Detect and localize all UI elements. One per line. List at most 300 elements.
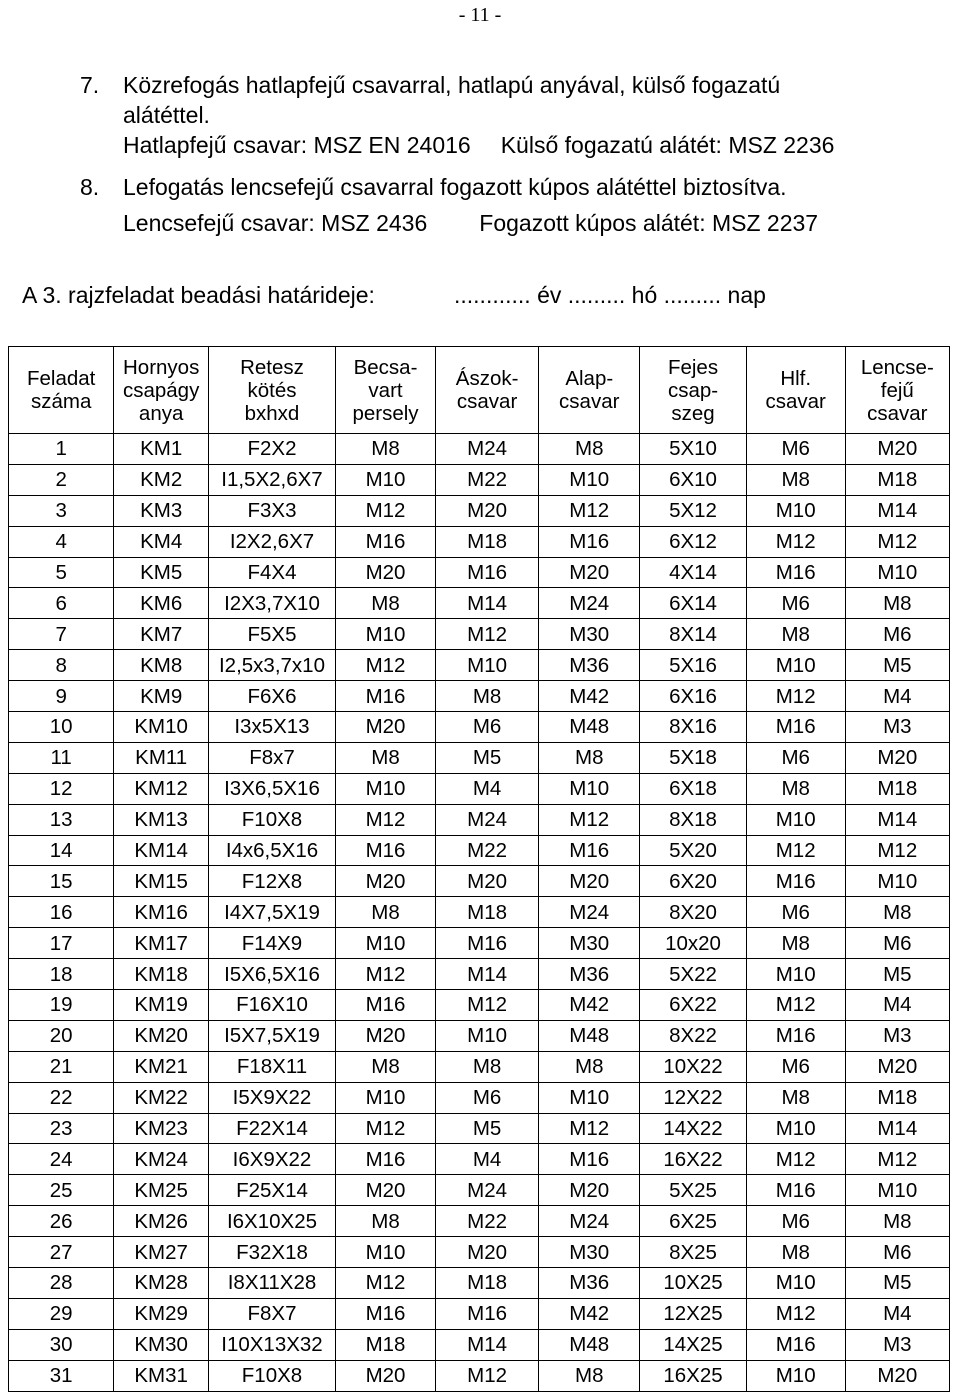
table-row: [9, 1329, 950, 1360]
table-row: [9, 681, 950, 712]
table-cell: 13: [9, 804, 114, 835]
table-cell: 10: [9, 712, 114, 743]
table-cell: M8: [436, 681, 539, 712]
table-cell: M16: [539, 835, 640, 866]
table-cell: 20: [9, 1020, 114, 1051]
table-cell: KM19: [114, 990, 209, 1021]
table-cell: M6: [845, 619, 949, 650]
table-cell: M16: [746, 712, 845, 743]
table-cell: M16: [336, 1298, 436, 1329]
table-cell: I4x6,5X16: [208, 835, 335, 866]
table-cell: F18X11: [208, 1051, 335, 1082]
table-cell: 12: [9, 773, 114, 804]
table-cell: M14: [845, 495, 949, 526]
table-cell: M10: [336, 464, 436, 495]
table-cell: 21: [9, 1051, 114, 1082]
table-cell: M14: [436, 1329, 539, 1360]
table-cell: M3: [845, 1020, 949, 1051]
table-cell: M20: [436, 495, 539, 526]
table-cell: M12: [539, 804, 640, 835]
table-row: [9, 1020, 950, 1051]
table-cell: M20: [539, 866, 640, 897]
table-cell: M5: [845, 650, 949, 681]
table-cell: M36: [539, 1268, 640, 1299]
table-row: [9, 835, 950, 866]
table-cell: M12: [539, 495, 640, 526]
table-row: [9, 526, 950, 557]
table-cell: M10: [746, 959, 845, 990]
column-header: Hornyos csapágy anya: [114, 347, 209, 434]
table-cell: KM10: [114, 712, 209, 743]
standard-b: Fogazott kúpos alátét: MSZ 2237: [479, 210, 819, 236]
table-cell: M10: [845, 866, 949, 897]
column-header: Ászok- csavar: [436, 347, 539, 434]
table-cell: M24: [436, 434, 539, 465]
table-cell: KM24: [114, 1144, 209, 1175]
table-cell: M12: [539, 1113, 640, 1144]
table-cell: M30: [539, 1237, 640, 1268]
table-cell: 8X14: [640, 619, 746, 650]
table-cell: I4X7,5X19: [208, 897, 335, 928]
table-cell: M8: [336, 1206, 436, 1237]
table-cell: 4X14: [640, 557, 746, 588]
column-header: Lencse- fejű csavar: [845, 347, 949, 434]
table-cell: M24: [436, 1175, 539, 1206]
table-cell: 8X16: [640, 712, 746, 743]
table-cell: M6: [436, 1082, 539, 1113]
table-cell: M3: [845, 712, 949, 743]
table-cell: M5: [436, 1113, 539, 1144]
table-cell: M22: [436, 835, 539, 866]
table-cell: M48: [539, 1020, 640, 1051]
table-cell: M24: [436, 804, 539, 835]
table-cell: M10: [746, 1268, 845, 1299]
table-cell: KM2: [114, 464, 209, 495]
table-cell: M4: [436, 773, 539, 804]
table-row: [9, 650, 950, 681]
table-cell: M18: [845, 464, 949, 495]
table-cell: M48: [539, 1329, 640, 1360]
list-item-8: [80, 172, 943, 238]
table-row: [9, 773, 950, 804]
table-cell: M18: [436, 897, 539, 928]
table-cell: 16X22: [640, 1144, 746, 1175]
table-cell: 16: [9, 897, 114, 928]
table-cell: 3: [9, 495, 114, 526]
deadline-line: [22, 282, 766, 309]
table-cell: 28: [9, 1268, 114, 1299]
table-cell: KM23: [114, 1113, 209, 1144]
table-row: [9, 1082, 950, 1113]
table-cell: KM9: [114, 681, 209, 712]
table-cell: 7: [9, 619, 114, 650]
table-row: [9, 1175, 950, 1206]
table-cell: M10: [746, 804, 845, 835]
table-cell: M10: [539, 773, 640, 804]
table-cell: M8: [746, 1082, 845, 1113]
table-cell: F25X14: [208, 1175, 335, 1206]
table-cell: F8X7: [208, 1298, 335, 1329]
table-row: [9, 619, 950, 650]
table-cell: KM7: [114, 619, 209, 650]
table-cell: I3X6,5X16: [208, 773, 335, 804]
table-cell: I8X11X28: [208, 1268, 335, 1299]
table-cell: M20: [336, 712, 436, 743]
table-cell: M8: [336, 1051, 436, 1082]
table-cell: KM29: [114, 1298, 209, 1329]
table-cell: KM15: [114, 866, 209, 897]
table-cell: M12: [336, 1268, 436, 1299]
table-cell: M24: [539, 588, 640, 619]
table-cell: M10: [746, 1113, 845, 1144]
table-cell: M8: [336, 434, 436, 465]
table-cell: I3x5X13: [208, 712, 335, 743]
column-header: Fejes csap- szeg: [640, 347, 746, 434]
standard-a: Hatlapfejű csavar: MSZ EN 24016: [123, 132, 471, 158]
table-cell: M36: [539, 650, 640, 681]
table-cell: I5X6,5X16: [208, 959, 335, 990]
table-cell: M12: [845, 526, 949, 557]
item-number: 7.: [80, 72, 100, 98]
table-cell: KM14: [114, 835, 209, 866]
table-cell: 5X22: [640, 959, 746, 990]
table-cell: M12: [336, 495, 436, 526]
table-row: [9, 588, 950, 619]
table-cell: 6X12: [640, 526, 746, 557]
table-cell: M6: [746, 1206, 845, 1237]
table-row: [9, 1268, 950, 1299]
table-cell: KM31: [114, 1360, 209, 1391]
table-cell: F16X10: [208, 990, 335, 1021]
column-header: Feladat száma: [9, 347, 114, 434]
standards-line: [123, 208, 943, 238]
table-cell: M42: [539, 990, 640, 1021]
table-cell: M4: [436, 1144, 539, 1175]
page-number: - 11 -: [458, 4, 502, 26]
table-header-row: [9, 347, 950, 434]
table-cell: KM26: [114, 1206, 209, 1237]
table-cell: KM16: [114, 897, 209, 928]
table-cell: M18: [336, 1329, 436, 1360]
table-cell: M18: [436, 526, 539, 557]
table-cell: KM21: [114, 1051, 209, 1082]
table-cell: M8: [845, 588, 949, 619]
table-cell: KM27: [114, 1237, 209, 1268]
table-cell: M20: [845, 1051, 949, 1082]
deadline-label: A 3. rajzfeladat beadási határideje:: [22, 282, 375, 308]
column-header: Becsa- vart persely: [336, 347, 436, 434]
table-cell: F8x7: [208, 742, 335, 773]
table-cell: M48: [539, 712, 640, 743]
table-cell: M12: [336, 959, 436, 990]
table-cell: 6X14: [640, 588, 746, 619]
table-cell: M10: [436, 650, 539, 681]
table-cell: M4: [845, 990, 949, 1021]
table-cell: I10X13X32: [208, 1329, 335, 1360]
table-cell: M12: [746, 681, 845, 712]
table-cell: 17: [9, 928, 114, 959]
table-cell: M12: [336, 1113, 436, 1144]
table-cell: M16: [746, 557, 845, 588]
table-cell: M6: [746, 588, 845, 619]
table-cell: M8: [746, 619, 845, 650]
table-cell: M6: [845, 1237, 949, 1268]
table-cell: 27: [9, 1237, 114, 1268]
table-row: [9, 959, 950, 990]
table-cell: KM1: [114, 434, 209, 465]
table-cell: M8: [746, 464, 845, 495]
table-cell: 2: [9, 464, 114, 495]
table-body: [9, 434, 950, 1392]
standard-a: Lencsefejű csavar: MSZ 2436: [123, 210, 428, 236]
table-cell: I5X7,5X19: [208, 1020, 335, 1051]
table-cell: 6X18: [640, 773, 746, 804]
table-cell: 8X20: [640, 897, 746, 928]
table-cell: 25: [9, 1175, 114, 1206]
table-cell: 6X22: [640, 990, 746, 1021]
task-table: [8, 346, 950, 1392]
table-cell: I6X10X25: [208, 1206, 335, 1237]
standards-line: [123, 130, 943, 160]
table-cell: M16: [336, 526, 436, 557]
table-row: [9, 928, 950, 959]
table-row: [9, 1113, 950, 1144]
table-cell: M10: [436, 1020, 539, 1051]
table-cell: M16: [436, 1298, 539, 1329]
table-cell: 4: [9, 526, 114, 557]
table-cell: KM25: [114, 1175, 209, 1206]
table-cell: 14X25: [640, 1329, 746, 1360]
table-row: [9, 804, 950, 835]
table-cell: 8: [9, 650, 114, 681]
table-cell: 12X25: [640, 1298, 746, 1329]
table-cell: M24: [539, 897, 640, 928]
table-cell: M4: [845, 681, 949, 712]
table-cell: M6: [746, 897, 845, 928]
table-cell: M18: [845, 773, 949, 804]
table-cell: M12: [436, 619, 539, 650]
table-cell: M30: [539, 619, 640, 650]
table-row: [9, 1360, 950, 1391]
table-cell: F5X5: [208, 619, 335, 650]
deadline-value: ............ év ......... hó ......... nap: [454, 282, 766, 308]
table-cell: I2X3,7X10: [208, 588, 335, 619]
table-cell: M10: [336, 619, 436, 650]
table-cell: 10X25: [640, 1268, 746, 1299]
table-cell: M4: [845, 1298, 949, 1329]
table-cell: M20: [336, 866, 436, 897]
table-cell: M10: [336, 1082, 436, 1113]
table-cell: 29: [9, 1298, 114, 1329]
table-cell: M6: [845, 928, 949, 959]
table-cell: KM28: [114, 1268, 209, 1299]
table-cell: F12X8: [208, 866, 335, 897]
item-text: [123, 70, 943, 160]
table-cell: 15: [9, 866, 114, 897]
table-cell: F10X8: [208, 1360, 335, 1391]
table-cell: M20: [436, 1237, 539, 1268]
table-cell: F3X3: [208, 495, 335, 526]
table-cell: I2X2,6X7: [208, 526, 335, 557]
table-cell: 8X18: [640, 804, 746, 835]
table-cell: KM17: [114, 928, 209, 959]
table-cell: M8: [336, 588, 436, 619]
table-cell: 16X25: [640, 1360, 746, 1391]
table-cell: M12: [746, 526, 845, 557]
table-cell: M10: [746, 650, 845, 681]
table-cell: M20: [436, 866, 539, 897]
table-cell: 14X22: [640, 1113, 746, 1144]
table-cell: 9: [9, 681, 114, 712]
table-cell: M20: [336, 557, 436, 588]
table-cell: M18: [845, 1082, 949, 1113]
list-item-7: [80, 70, 943, 160]
table-cell: 6X20: [640, 866, 746, 897]
table-cell: M12: [436, 1360, 539, 1391]
column-header: Retesz kötés bxhxd: [208, 347, 335, 434]
table-cell: 8X22: [640, 1020, 746, 1051]
table-cell: 5: [9, 557, 114, 588]
table-cell: M20: [845, 434, 949, 465]
table-cell: M5: [845, 1268, 949, 1299]
table-cell: M16: [336, 681, 436, 712]
table-cell: M14: [436, 588, 539, 619]
table-cell: M16: [746, 1175, 845, 1206]
table-cell: M36: [539, 959, 640, 990]
table-row: [9, 464, 950, 495]
table-row: [9, 712, 950, 743]
table-cell: M14: [436, 959, 539, 990]
table-cell: M6: [746, 742, 845, 773]
table-cell: F4X4: [208, 557, 335, 588]
table-cell: M12: [746, 1144, 845, 1175]
table-cell: M5: [436, 742, 539, 773]
table-cell: F2X2: [208, 434, 335, 465]
column-header: Alap- csavar: [539, 347, 640, 434]
table-cell: F22X14: [208, 1113, 335, 1144]
table-cell: F10X8: [208, 804, 335, 835]
table-cell: M8: [539, 1051, 640, 1082]
table-cell: M14: [845, 804, 949, 835]
table-cell: M8: [539, 742, 640, 773]
table-cell: KM18: [114, 959, 209, 990]
table-cell: 5X25: [640, 1175, 746, 1206]
table-cell: M16: [539, 1144, 640, 1175]
table-cell: 23: [9, 1113, 114, 1144]
table-row: [9, 557, 950, 588]
table-cell: KM12: [114, 773, 209, 804]
table-row: [9, 1144, 950, 1175]
table-cell: M12: [336, 650, 436, 681]
table-cell: KM13: [114, 804, 209, 835]
table-cell: M6: [746, 1051, 845, 1082]
table-cell: 6X16: [640, 681, 746, 712]
table-cell: M16: [336, 1144, 436, 1175]
table-cell: KM5: [114, 557, 209, 588]
table-row: [9, 866, 950, 897]
table-cell: KM6: [114, 588, 209, 619]
table-cell: M20: [845, 1360, 949, 1391]
table-cell: M10: [539, 464, 640, 495]
table-cell: M10: [336, 773, 436, 804]
table-cell: M12: [336, 804, 436, 835]
item-text-line: alátéttel.: [123, 102, 210, 128]
table-row: [9, 1051, 950, 1082]
item-text-line: Lefogatás lencsefejű csavarral fogazott kúpos alátéttel biztosítva.: [123, 174, 787, 200]
table-cell: M10: [746, 1360, 845, 1391]
table-cell: M20: [336, 1360, 436, 1391]
table-cell: M8: [436, 1051, 539, 1082]
table-cell: 10x20: [640, 928, 746, 959]
table-cell: M20: [845, 742, 949, 773]
table-cell: 1: [9, 434, 114, 465]
table-row: [9, 897, 950, 928]
table-cell: 30: [9, 1329, 114, 1360]
table-cell: M22: [436, 1206, 539, 1237]
table-cell: M8: [746, 773, 845, 804]
table-cell: M16: [539, 526, 640, 557]
table-cell: M16: [336, 990, 436, 1021]
table-cell: M30: [539, 928, 640, 959]
table-cell: 14: [9, 835, 114, 866]
table-cell: M20: [336, 1175, 436, 1206]
table-cell: I2,5x3,7x10: [208, 650, 335, 681]
table-cell: M6: [436, 712, 539, 743]
table-cell: M8: [539, 1360, 640, 1391]
table-cell: M16: [436, 928, 539, 959]
table-cell: M10: [539, 1082, 640, 1113]
table-cell: M12: [746, 990, 845, 1021]
standard-b: Külső fogazatú alátét: MSZ 2236: [500, 132, 835, 158]
table-cell: M8: [336, 897, 436, 928]
table-cell: M16: [746, 1020, 845, 1051]
table-cell: M12: [845, 835, 949, 866]
table-cell: KM30: [114, 1329, 209, 1360]
column-header: Hlf. csavar: [746, 347, 845, 434]
table-cell: M16: [746, 866, 845, 897]
table-cell: M8: [746, 1237, 845, 1268]
table-cell: 19: [9, 990, 114, 1021]
table-cell: KM4: [114, 526, 209, 557]
table-cell: M20: [336, 1020, 436, 1051]
table-cell: M8: [746, 928, 845, 959]
table-cell: 5X16: [640, 650, 746, 681]
table-row: [9, 990, 950, 1021]
table-cell: M42: [539, 681, 640, 712]
table-cell: M16: [336, 835, 436, 866]
table-cell: 5X18: [640, 742, 746, 773]
table-cell: M5: [845, 959, 949, 990]
table-cell: M20: [539, 557, 640, 588]
table-cell: F32X18: [208, 1237, 335, 1268]
table-cell: I1,5X2,6X7: [208, 464, 335, 495]
table-cell: M6: [746, 434, 845, 465]
table-cell: KM20: [114, 1020, 209, 1051]
table-cell: M14: [845, 1113, 949, 1144]
table-cell: F14X9: [208, 928, 335, 959]
table-cell: M16: [436, 557, 539, 588]
table-cell: M8: [336, 742, 436, 773]
table-cell: F6X6: [208, 681, 335, 712]
table-cell: M12: [746, 835, 845, 866]
table-cell: 6X25: [640, 1206, 746, 1237]
table-cell: M3: [845, 1329, 949, 1360]
table-cell: M8: [539, 434, 640, 465]
table-cell: KM11: [114, 742, 209, 773]
table-cell: 31: [9, 1360, 114, 1391]
table-cell: M10: [845, 557, 949, 588]
table-cell: 5X12: [640, 495, 746, 526]
